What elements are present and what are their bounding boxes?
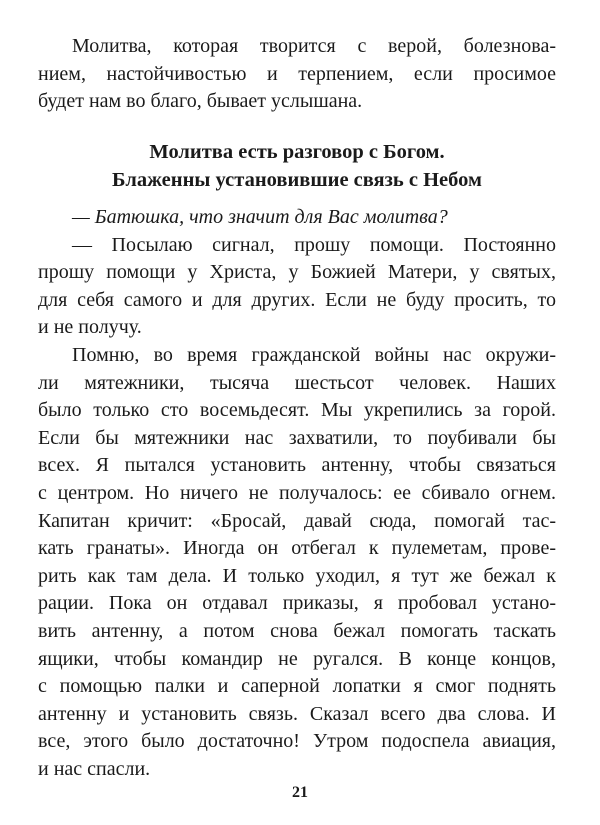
text-line: Если бы мятежники нас захватили, то поубивали бы: [38, 426, 556, 449]
text-line: для себя самого и для других. Если не буду просить, то: [38, 288, 556, 311]
text-line: — Посылаю сигнал, прошу помощи. Постоянно: [72, 233, 556, 256]
text-line: рации. Пока он отдавал приказы, я пробовал устано-: [38, 592, 556, 615]
interview-question: — Батюшка, что значит для Вас молитва?: [72, 206, 448, 228]
section-heading: [38, 138, 556, 194]
text-line: рить как там дела. И только уходил, я тут же бежал к: [38, 564, 556, 587]
text-line: вить антенну, а потом снова бежал помогать таскать: [38, 619, 556, 642]
text-line: Капитан кричит: «Бросай, давай сюда, помогай тас-: [38, 509, 556, 532]
text-line: будет нам во благо, бывает услышана.: [38, 90, 363, 113]
text-line: с помощью палки и саперной лопатки я смог поднять: [38, 675, 556, 698]
text-line: Молитва, которая творится с верой, болезнова-: [72, 35, 556, 57]
text-line: ящики, чтобы командир не ругался. В конце концов,: [38, 647, 556, 670]
text-line: нием, настойчивостью и терпением, если просимое: [38, 62, 556, 85]
text-line: антенну и установить связь. Сказал всего два слова. И: [38, 702, 556, 725]
text-line: Помню, во время гражданской войны нас окружи-: [72, 343, 556, 366]
text-line: и не получу.: [38, 316, 142, 339]
dialogue: [38, 204, 556, 783]
text-line: было только сто восемьдесят. Мы укрепились за горой.: [38, 399, 556, 422]
heading-line: Молитва есть разговор с Богом.: [149, 141, 445, 163]
text-line: всех. Я пытался установить антенну, чтобы связаться: [38, 454, 556, 477]
text-line: прошу помощи у Христа, у Божией Матери, у святых,: [38, 261, 556, 284]
text-line: ли мятежники, тысяча шестьсот человек. Наших: [38, 371, 556, 394]
text-line: и нас спасли.: [38, 757, 151, 780]
heading-line: Блаженны установившие связь с Небом: [112, 169, 482, 191]
text-line: кать гранаты». Иногда он отбегал к пулеметам, прове-: [38, 537, 556, 560]
text-line: с центром. Но ничего не получалось: ее сбивало огнем.: [38, 481, 556, 504]
text-line: все, этого было достаточно! Утром подоспела авиация,: [38, 730, 556, 753]
page-number: 21: [292, 784, 308, 801]
paragraph-intro: [38, 33, 556, 116]
